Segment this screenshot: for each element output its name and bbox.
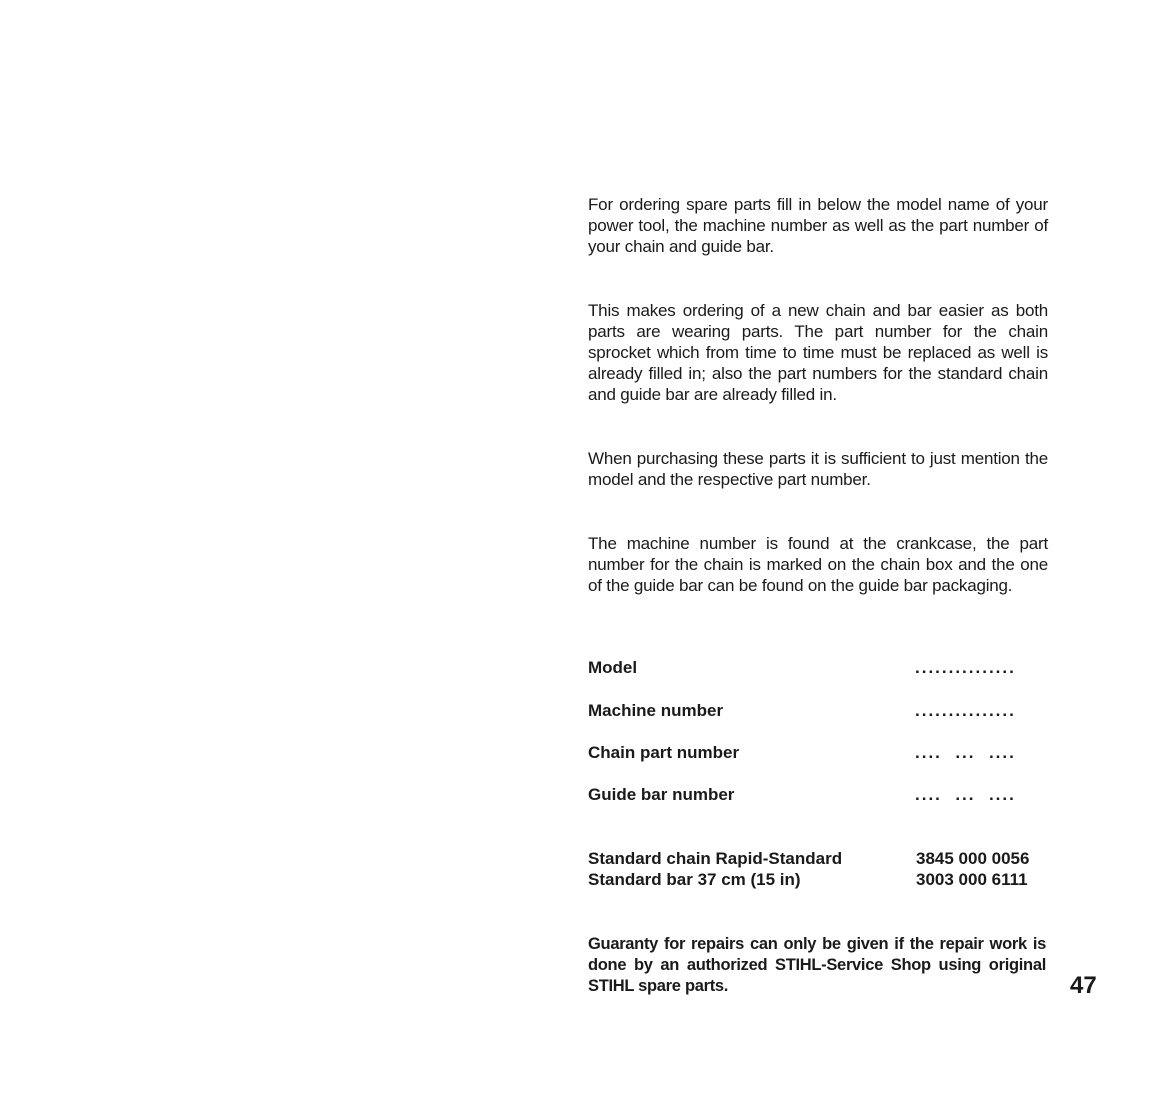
model-field-row — [588, 658, 1048, 682]
standard-bar-label: Standard bar 37 cm (15 in) — [588, 870, 801, 889]
guide-bar-number-field-row — [588, 785, 1048, 809]
purchasing-paragraph: When purchasing these parts it is sufficient to just mention the model and the respective part number. — [588, 449, 1048, 489]
standard-chain-part-number: 3845 000 0056 — [916, 849, 1030, 868]
guaranty-notice: Guaranty for repairs can only be given if the repair work is done by an authorized STIHL-Service Shop using original STIHL spare parts. — [588, 935, 1046, 995]
machine-number-location-paragraph: The machine number is found at the crankcase, the part number for the chain is marked on the chain box and the one of the guide bar can be found on the guide bar packaging. — [588, 534, 1048, 595]
guide-bar-number-label: Guide bar number — [588, 785, 735, 804]
machine-number-field-row — [588, 701, 1048, 725]
machine-number-fill-line: ............... — [915, 701, 1016, 720]
page-number: 47 — [1070, 972, 1097, 999]
chain-part-number-label: Chain part number — [588, 743, 740, 762]
model-fill-line: ............... — [915, 658, 1016, 677]
chain-part-number-field-row — [588, 743, 1048, 767]
chain-part-number-fill-line: .... ... .... — [915, 743, 1016, 762]
guide-bar-number-fill-line: .... ... .... — [915, 785, 1016, 804]
standard-chain-label: Standard chain Rapid-Standard — [588, 849, 843, 868]
model-label: Model — [588, 658, 638, 677]
standard-bar-row — [588, 870, 1048, 892]
wearing-parts-paragraph: This makes ordering of a new chain and bar easier as both parts are wearing parts. The part number for the chain sprocket which from time to time must be replaced as well is already filled in; also the part numbers for the standard chain and guide bar are already filled in. — [588, 301, 1048, 404]
intro-paragraph: For ordering spare parts fill in below the model name of your power tool, the machine number as well as the part number of your chain and guide bar. — [588, 195, 1048, 256]
machine-number-label: Machine number — [588, 701, 724, 720]
standard-chain-row — [588, 849, 1048, 871]
standard-bar-part-number: 3003 000 6111 — [916, 870, 1028, 889]
